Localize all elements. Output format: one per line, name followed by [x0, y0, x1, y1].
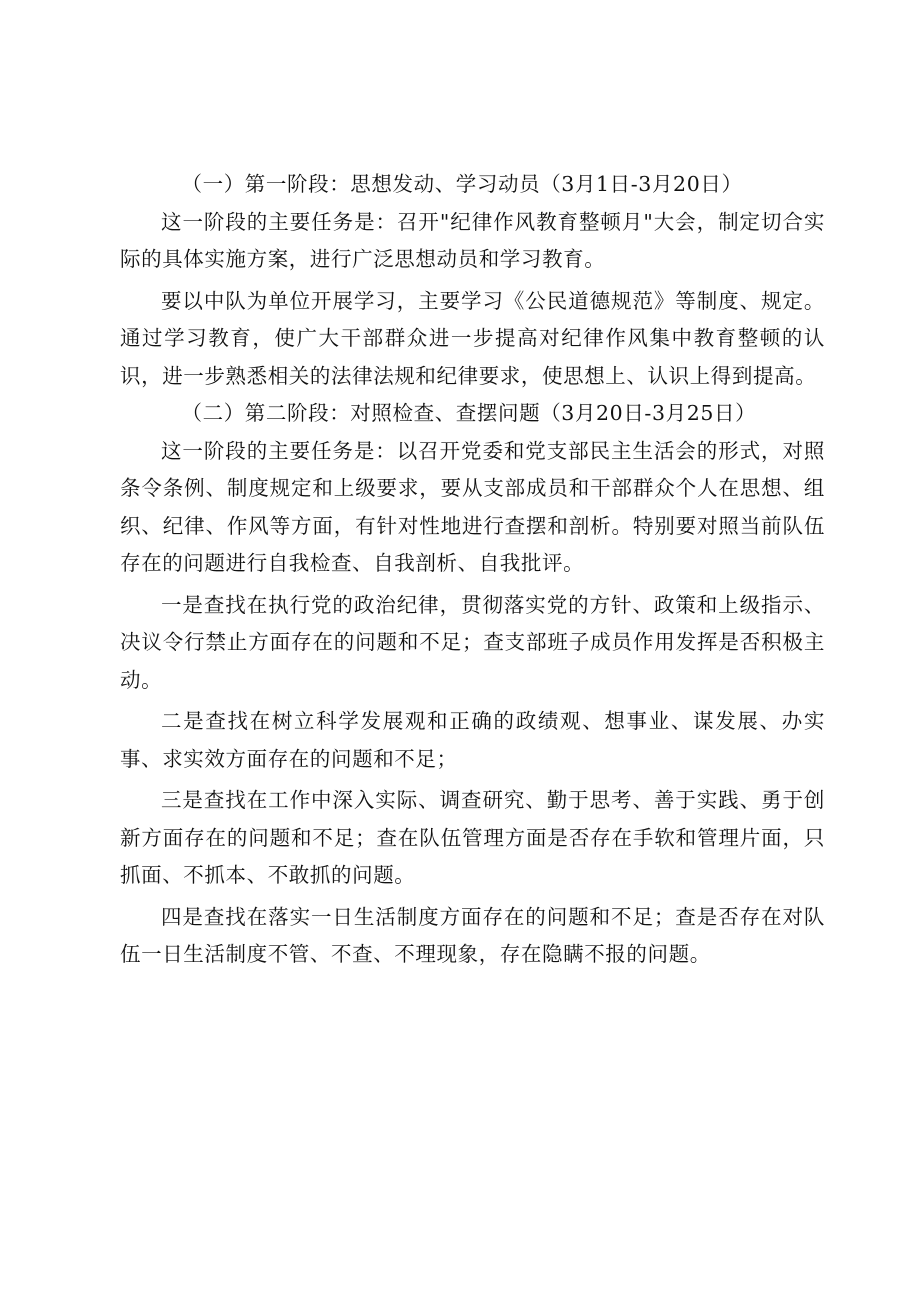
paragraph-item-two: 二是查找在树立科学发展观和正确的政绩观、想事业、谋发展、办实事、求实效方面存在的问题和不足； — [120, 709, 825, 771]
paragraph-item-three: 三是查找在工作中深入实际、调查研究、勤于思考、善于实践、勇于创新方面存在的问题和不足；查在队伍管理方面是否存在手软和管理片面，只抓面、不抓本、不敢抓的问题。 — [120, 788, 825, 887]
paragraph-stage-one-study: 要以中队为单位开展学习，主要学习《公民道德规范》等制度、规定。通过学习教育，使广大干部群众进一步提高对纪律作风集中教育整顿的认识，进一步熟悉相关的法律法规和纪律要求，使思想上、认识上得到提高。 — [120, 288, 825, 388]
paragraph-item-four: 四是查找在落实一日生活制度方面存在的问题和不足；查是否存在对队伍一日生活制度不管、不查、不理现象，存在隐瞒不报的问题。 — [120, 904, 825, 966]
document-body — [120, 166, 825, 974]
section-heading-stage-one: （一）第一阶段：思想发动、学习动员（3月1日-3月20日） — [181, 172, 743, 196]
paragraph-item-one: 一是查找在执行党的政治纪律，贯彻落实党的方针、政策和上级指示、决议令行禁止方面存在的问题和不足；查支部班子成员作用发挥是否积极主动。 — [120, 592, 825, 692]
section-heading-stage-two: （二）第二阶段：对照检查、查摆问题（3月20日-3月25日） — [181, 401, 757, 425]
paragraph-stage-one-task: 这一阶段的主要任务是：召开"纪律作风教育整顿月"大会，制定切合实际的具体实施方案，进行广泛思想动员和学习教育。 — [120, 209, 825, 271]
paragraph-stage-two-task: 这一阶段的主要任务是：以召开党委和党支部民主生活会的形式，对照条令条例、制度规定和上级要求，要从支部成员和干部群众个人在思想、组织、纪律、作风等方面，有针对性地进行查摆和剖析。特别要对照当前队伍存在的问题进行自我检查、自我剖析、自我批评。 — [120, 438, 825, 575]
